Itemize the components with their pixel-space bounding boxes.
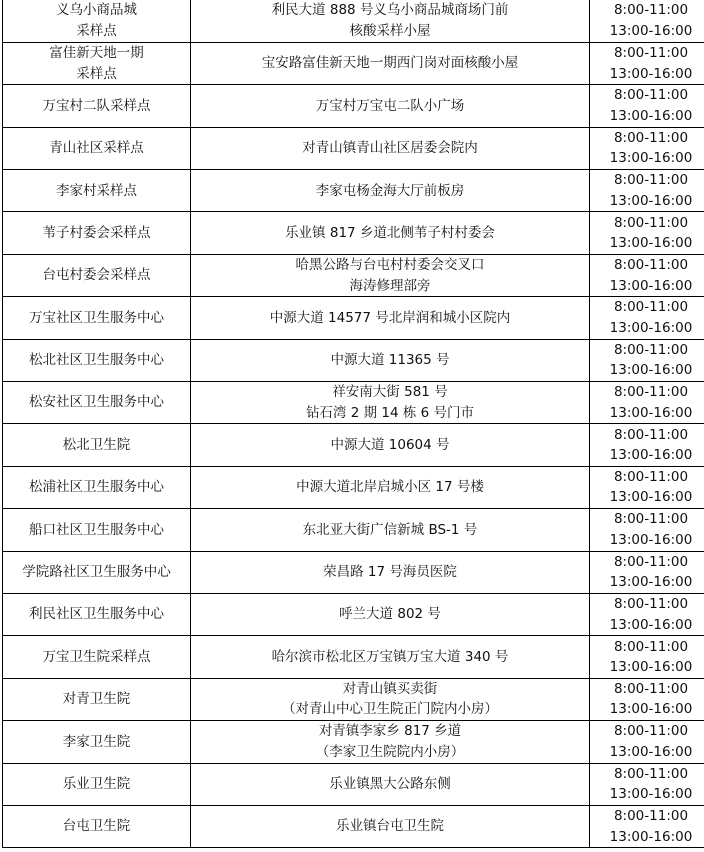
site-hours-line: 13:00-16:00 <box>609 531 693 548</box>
site-address-cell <box>191 678 590 720</box>
site-address-line: 宝安路富佳新天地一期西门岗对面核酸小屋 <box>261 55 519 72</box>
site-hours-line: 13:00-16:00 <box>609 362 693 379</box>
site-name-cell <box>3 254 191 296</box>
site-hours-line: 13:00-16:00 <box>609 447 693 464</box>
site-name-cell <box>3 678 191 720</box>
table-row <box>3 0 704 42</box>
site-name-line: 万宝社区卫生服务中心 <box>29 309 164 326</box>
site-hours-line: 8:00-11:00 <box>613 341 689 358</box>
site-name-cell <box>3 509 191 551</box>
site-name-line: 台屯卫生院 <box>62 818 131 835</box>
site-name-line: 乐业卫生院 <box>62 775 131 792</box>
site-name-line: 松安社区卫生服务中心 <box>29 394 164 411</box>
site-hours-line: 13:00-16:00 <box>609 107 693 124</box>
site-address-line: 祥安南大街 581 号 <box>332 384 448 401</box>
table-row <box>3 509 704 551</box>
site-hours-cell <box>590 721 704 763</box>
site-hours-cell <box>590 636 704 678</box>
table-row <box>3 127 704 169</box>
site-address-line: 海涛修理部旁 <box>349 277 431 294</box>
site-address-line: 中源大道北岸启城小区 17 号楼 <box>296 479 484 496</box>
site-name-line: 李家卫生院 <box>62 733 131 750</box>
site-name-line: 对青卫生院 <box>62 691 131 708</box>
site-address-line: 钻石湾 2 期 14 栋 6 号门市 <box>305 404 475 421</box>
site-hours-line: 8:00-11:00 <box>613 87 689 104</box>
site-name-line: 船口社区卫生服务中心 <box>29 521 164 538</box>
site-name-line: 采样点 <box>76 22 117 39</box>
site-address-line: 乐业镇 817 乡道北侧苇子村村委会 <box>285 224 495 241</box>
site-hours-line: 13:00-16:00 <box>609 828 693 845</box>
site-name-cell <box>3 424 191 466</box>
site-hours-line: 8:00-11:00 <box>613 511 689 528</box>
site-name-cell <box>3 212 191 254</box>
site-name-cell <box>3 636 191 678</box>
site-address-cell <box>191 382 590 424</box>
site-hours-line: 13:00-16:00 <box>609 22 693 39</box>
table-row <box>3 763 704 805</box>
table-row <box>3 805 704 847</box>
site-hours-cell <box>590 212 704 254</box>
site-address-line: 乐业镇台屯卫生院 <box>336 818 444 835</box>
site-hours-line: 8:00-11:00 <box>613 257 689 274</box>
site-hours-line: 8:00-11:00 <box>613 172 689 189</box>
table-row <box>3 42 704 84</box>
table-row <box>3 382 704 424</box>
site-address-cell <box>191 509 590 551</box>
site-address-cell <box>191 424 590 466</box>
site-name-line: 义乌小商品城 <box>56 2 137 19</box>
site-name-line: 利民社区卫生服务中心 <box>29 606 164 623</box>
site-address-cell <box>191 212 590 254</box>
site-hours-line: 8:00-11:00 <box>613 214 689 231</box>
table-row <box>3 85 704 127</box>
site-hours-line: 8:00-11:00 <box>613 468 689 485</box>
site-address-cell <box>191 593 590 635</box>
site-address-cell <box>191 297 590 339</box>
site-hours-line: 13:00-16:00 <box>609 404 693 421</box>
site-hours-cell <box>590 85 704 127</box>
site-hours-line: 13:00-16:00 <box>609 574 693 591</box>
table-body <box>3 0 704 848</box>
site-hours-line: 13:00-16:00 <box>609 489 693 506</box>
site-hours-line: 8:00-11:00 <box>613 638 689 655</box>
site-address-cell <box>191 763 590 805</box>
site-hours-line: 13:00-16:00 <box>609 743 693 760</box>
site-address-cell <box>191 254 590 296</box>
site-address-line: 李家屯杨金海大厅前板房 <box>315 182 465 199</box>
site-address-line: 利民大道 888 号义乌小商品城商场门前 <box>271 2 509 19</box>
site-hours-line: 13:00-16:00 <box>609 150 693 167</box>
site-address-cell <box>191 0 590 42</box>
site-name-cell <box>3 593 191 635</box>
table-row <box>3 254 704 296</box>
site-address-cell <box>191 721 590 763</box>
site-address-line: （李家卫生院院内小房） <box>315 743 465 760</box>
table-row <box>3 466 704 508</box>
site-address-line: 中源大道 14577 号北岸润和城小区院内 <box>269 309 511 326</box>
site-hours-cell <box>590 466 704 508</box>
site-hours-cell <box>590 678 704 720</box>
site-name-line: 台屯村委会采样点 <box>42 267 151 284</box>
site-address-line: 乐业镇黑大公路东侧 <box>329 775 451 792</box>
site-hours-line: 8:00-11:00 <box>613 45 689 62</box>
site-address-line: （对青山中心卫生院正门院内小房） <box>282 701 498 718</box>
site-hours-cell <box>590 254 704 296</box>
site-address-line: 对青镇李家乡 817 乡道 <box>318 723 462 740</box>
site-name-line: 苇子村委会采样点 <box>42 224 151 241</box>
site-address-line: 中源大道 10604 号 <box>330 436 450 453</box>
site-address-line: 哈尔滨市松北区万宝镇万宝大道 340 号 <box>271 648 509 665</box>
site-hours-cell <box>590 509 704 551</box>
sampling-sites-table <box>2 0 704 848</box>
site-hours-line: 13:00-16:00 <box>609 192 693 209</box>
site-name-line: 万宝卫生院采样点 <box>42 648 151 665</box>
site-hours-cell <box>590 424 704 466</box>
site-address-cell <box>191 170 590 212</box>
site-name-cell <box>3 721 191 763</box>
site-hours-cell <box>590 593 704 635</box>
site-address-line: 万宝村万宝屯二队小广场 <box>315 97 465 114</box>
table-row <box>3 297 704 339</box>
site-hours-line: 13:00-16:00 <box>609 65 693 82</box>
site-name-line: 富佳新天地一期 <box>49 45 144 62</box>
site-address-cell <box>191 466 590 508</box>
site-address-cell <box>191 551 590 593</box>
site-address-line: 对青山镇青山社区居委会院内 <box>302 140 478 157</box>
site-name-line: 松北社区卫生服务中心 <box>29 352 164 369</box>
site-hours-cell <box>590 297 704 339</box>
site-name-cell <box>3 805 191 847</box>
site-name-cell <box>3 42 191 84</box>
site-name-cell <box>3 0 191 42</box>
table-row <box>3 212 704 254</box>
site-hours-line: 13:00-16:00 <box>609 319 693 336</box>
site-address-line: 呼兰大道 802 号 <box>339 606 441 623</box>
site-hours-line: 8:00-11:00 <box>613 680 689 697</box>
site-hours-line: 8:00-11:00 <box>613 723 689 740</box>
site-hours-cell <box>590 763 704 805</box>
site-hours-line: 8:00-11:00 <box>613 596 689 613</box>
table-row <box>3 339 704 381</box>
table-row <box>3 636 704 678</box>
site-hours-line: 8:00-11:00 <box>613 553 689 570</box>
site-address-line: 哈黑公路与台屯村村委会交叉口 <box>295 257 485 274</box>
site-hours-line: 8:00-11:00 <box>613 384 689 401</box>
site-address-cell <box>191 636 590 678</box>
site-name-cell <box>3 551 191 593</box>
site-hours-line: 13:00-16:00 <box>609 616 693 633</box>
site-hours-cell <box>590 339 704 381</box>
site-address-cell <box>191 85 590 127</box>
site-hours-cell <box>590 170 704 212</box>
site-name-cell <box>3 170 191 212</box>
table-row <box>3 170 704 212</box>
site-hours-cell <box>590 551 704 593</box>
table-row <box>3 678 704 720</box>
site-hours-line: 13:00-16:00 <box>609 701 693 718</box>
site-name-line: 万宝村二队采样点 <box>42 97 151 114</box>
site-address-line: 核酸采样小屋 <box>349 22 431 39</box>
site-hours-line: 8:00-11:00 <box>613 808 689 825</box>
table-row <box>3 593 704 635</box>
site-name-line: 松北卫生院 <box>62 436 131 453</box>
table-row <box>3 551 704 593</box>
site-address-line: 荣昌路 17 号海员医院 <box>323 564 457 581</box>
site-address-line: 对青山镇买卖街 <box>342 680 438 697</box>
site-name-cell <box>3 85 191 127</box>
site-hours-line: 8:00-11:00 <box>613 765 689 782</box>
site-hours-line: 13:00-16:00 <box>609 786 693 803</box>
site-address-cell <box>191 339 590 381</box>
site-name-line: 采样点 <box>76 65 117 82</box>
site-name-cell <box>3 382 191 424</box>
site-hours-line: 13:00-16:00 <box>609 659 693 676</box>
site-name-line: 青山社区采样点 <box>49 140 144 157</box>
site-address-cell <box>191 42 590 84</box>
site-hours-cell <box>590 382 704 424</box>
table-row <box>3 721 704 763</box>
site-hours-cell <box>590 127 704 169</box>
site-hours-line: 8:00-11:00 <box>613 2 689 19</box>
site-hours-line: 13:00-16:00 <box>609 277 693 294</box>
site-name-cell <box>3 763 191 805</box>
site-hours-cell <box>590 0 704 42</box>
site-name-cell <box>3 127 191 169</box>
site-name-line: 李家村采样点 <box>56 182 137 199</box>
site-name-line: 学院路社区卫生服务中心 <box>22 564 171 581</box>
site-name-cell <box>3 297 191 339</box>
site-address-cell <box>191 127 590 169</box>
site-name-cell <box>3 339 191 381</box>
site-name-cell <box>3 466 191 508</box>
site-hours-line: 8:00-11:00 <box>613 129 689 146</box>
site-hours-line: 8:00-11:00 <box>613 426 689 443</box>
site-address-line: 东北亚大街广信新城 BS-1 号 <box>302 521 478 538</box>
site-hours-cell <box>590 805 704 847</box>
site-address-line: 中源大道 11365 号 <box>330 352 450 369</box>
table-row <box>3 424 704 466</box>
site-name-line: 松浦社区卫生服务中心 <box>29 479 164 496</box>
site-hours-cell <box>590 42 704 84</box>
site-hours-line: 13:00-16:00 <box>609 235 693 252</box>
site-hours-line: 8:00-11:00 <box>613 299 689 316</box>
site-address-cell <box>191 805 590 847</box>
